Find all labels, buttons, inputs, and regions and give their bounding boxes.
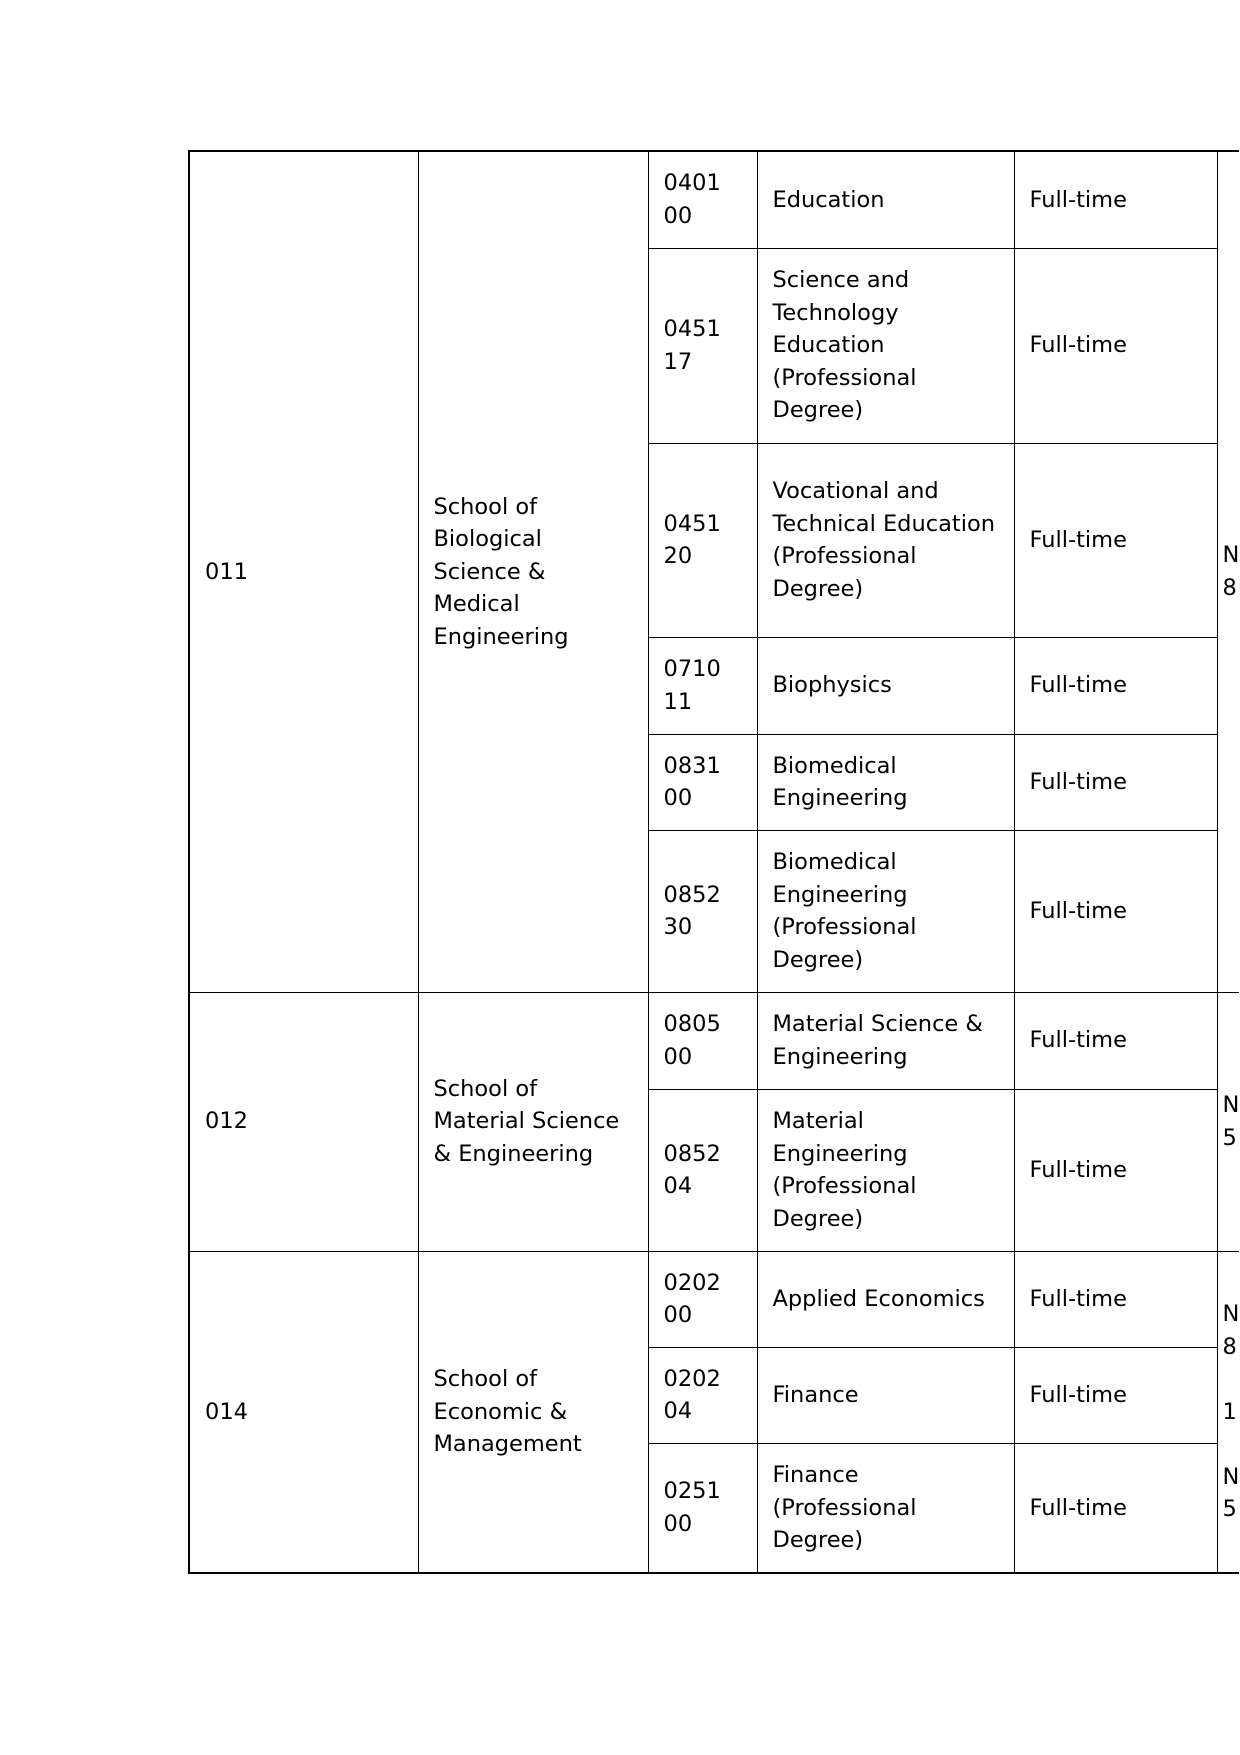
program-name-cell: Finance (757, 1347, 1014, 1443)
table-row (189, 992, 1239, 1089)
department-id-cell: 014 (189, 1251, 418, 1573)
program-code-cell: 020204 (648, 1347, 757, 1443)
school-name-cell: School of Biological Science & Medical Engineering (418, 151, 648, 992)
program-code-cell: 071011 (648, 637, 757, 734)
school-name-cell: School of Material Science & Engineering (418, 992, 648, 1251)
program-name-cell: Vocational and Technical Education (Professional Degree) (757, 443, 1014, 637)
study-mode-cell: Full-time (1014, 992, 1217, 1089)
study-mode-cell: Full-time (1014, 830, 1217, 992)
program-code-cell: 040100 (648, 151, 757, 248)
programs-table (188, 150, 1239, 1574)
program-name-cell: Science and Technology Education (Professional Degree) (757, 248, 1014, 443)
study-mode-cell: Full-time (1014, 443, 1217, 637)
program-code-cell: 020200 (648, 1251, 757, 1347)
program-code-cell: 045117 (648, 248, 757, 443)
study-mode-cell: Full-time (1014, 248, 1217, 443)
table-row (189, 151, 1239, 248)
program-name-cell: Finance (Professional Degree) (757, 1443, 1014, 1573)
program-code-cell: 085204 (648, 1089, 757, 1251)
department-id-cell: 011 (189, 151, 418, 992)
study-mode-cell: Full-time (1014, 1443, 1217, 1573)
study-mode-cell: Full-time (1014, 734, 1217, 830)
program-code-cell: 083100 (648, 734, 757, 830)
department-id-cell: 012 (189, 992, 418, 1251)
program-name-cell: Biophysics (757, 637, 1014, 734)
program-code-cell: 085230 (648, 830, 757, 992)
table-row (189, 1251, 1239, 1347)
study-mode-cell: Full-time (1014, 151, 1217, 248)
school-name-cell: School of Economic & Management (418, 1251, 648, 1573)
study-mode-cell: Full-time (1014, 1251, 1217, 1347)
program-name-cell: Education (757, 151, 1014, 248)
program-name-cell: Biomedical Engineering (757, 734, 1014, 830)
program-name-cell: Material Engineering (Professional Degree) (757, 1089, 1014, 1251)
program-code-cell: 080500 (648, 992, 757, 1089)
clipped-info-cell: N 8 1 N 5 (1217, 1251, 1239, 1573)
study-mode-cell: Full-time (1014, 1089, 1217, 1251)
program-name-cell: Material Science & Engineering (757, 992, 1014, 1089)
study-mode-cell: Full-time (1014, 637, 1217, 734)
clipped-info-cell: N 5 (1217, 992, 1239, 1251)
clipped-info-cell: N 8 (1217, 151, 1239, 992)
program-code-cell: 025100 (648, 1443, 757, 1573)
program-code-cell: 045120 (648, 443, 757, 637)
program-name-cell: Biomedical Engineering (Professional Degree) (757, 830, 1014, 992)
program-name-cell: Applied Economics (757, 1251, 1014, 1347)
study-mode-cell: Full-time (1014, 1347, 1217, 1443)
